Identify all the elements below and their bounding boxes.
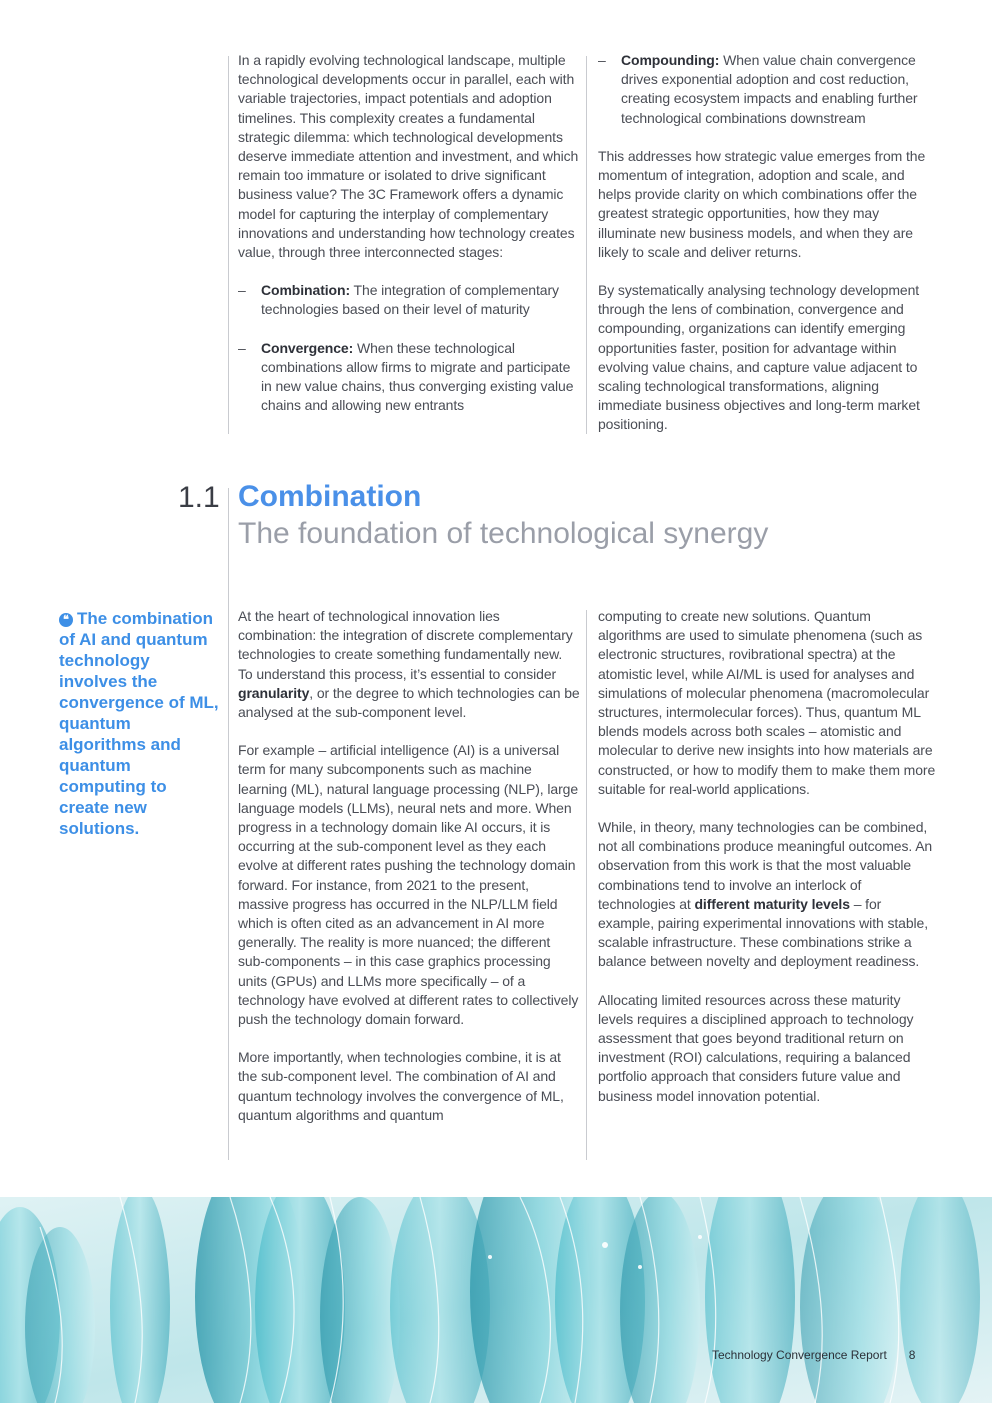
column-rule — [586, 610, 587, 1160]
body-column-left — [238, 607, 580, 1144]
body-paragraph: For example – artificial intelligence (AI) is a universal term for many subcomponents such as machine learning (ML), natural language processing (NLP), large language models (LLMs), neural nets and more. When progress in a technology domain like AI occurs, it is occurring at the sub-component level as they each evolve at different rates pushing the technology domain forward. For instance, from 2021 to the present, massive progress has occurred in the NLP/LLM field which is often cited as an advancement in AI more generally. The reality is more nuanced; the different sub-components – in this case graphics processing units (GPUs) and LLMs more specifically – of a technology have evolved at different rates to collectively push the technology domain forward. — [238, 742, 579, 1028]
text-run: At the heart of technological innovation lies combination: the integration of discrete complementary technologies to create something fundamentally new. To understand this process, it’s essential to consider — [238, 608, 573, 682]
emphasis-term: different maturity levels — [694, 895, 850, 912]
stage-item-convergence — [238, 339, 580, 416]
quote-icon: ❝ — [59, 613, 73, 627]
body-paragraph — [238, 607, 580, 722]
value-paragraph: This addresses how strategic value emerges from the momentum of integration, adoption and scale, and helps provide clarity on which combinations offer the greatest strategic opportunities, how they may illuminate new business models, and when they are likely to scale and deliver returns. — [598, 147, 926, 260]
section-subtitle: The foundation of technological synergy — [238, 517, 769, 550]
stage-term: Combination: — [261, 282, 351, 299]
heading-rule — [228, 488, 229, 1160]
page-number: 8 — [908, 1348, 916, 1362]
page-footer — [712, 1348, 915, 1362]
body-paragraph: computing to create new solutions. Quantum algorithms are used to simulate phenomena (such as electronic structures, rovibrational spectra) at the atomistic level, while AI/ML is used for analyses and simulations of molecular phenomena (macromolecular structures, intermolecular forces). Thus, quantum ML blends models across both scales – atomistic and molecular to derive new insights into how materials are constructed, or how to modify them to make them more suitable for real-world applications. — [598, 608, 936, 797]
text-run: – for example, pairing experimental innovations with stable, scalable infrastructure. These combinations strike a balance between novelty and deployment readiness. — [598, 895, 929, 970]
emphasis-term: granularity — [238, 684, 310, 701]
body-paragraph: Allocating limited resources across these maturity levels requires a disciplined approach to technology assessment that goes beyond traditional return on investment (ROI) calculations, requiring a balanced portfolio approach that considers future value and business model innovation potential. — [598, 991, 914, 1104]
text-run: While, in theory, many technologies can be combined, not all combinations produce meaningful outcomes. An observation from this work is that the most valuable combinations tend to involve an interlock of technologies at — [598, 819, 933, 912]
stage-term: Compounding: — [621, 52, 720, 68]
stage-text: When value chain convergence drives exponential adoption and cost reduction, creating ecosystem impacts and enabling further technological combinations downstream — [621, 52, 918, 126]
intro-column — [238, 51, 580, 434]
body-paragraph — [598, 818, 938, 972]
systematic-paragraph: By systematically analysing technology development through the lens of combination, convergence and compounding, organizations can identify emerging opportunities faster, position for advantage within evolving value chains, and capture value adjacent to scaling technological transformations, aligning immediate business objectives and long-term market positioning. — [598, 282, 920, 433]
text-run: , or the degree to which technologies can be analysed at the sub-component level. — [238, 684, 580, 721]
column-rule — [586, 56, 587, 434]
pull-quote-text: The combination of AI and quantum technology involves the convergence of ML, quantum algorithms and quantum computing to create new solutions. — [59, 609, 219, 838]
body-paragraph: More importantly, when technologies combine, it is at the sub-component level. The combination of AI and quantum technology involves the convergence of ML, quantum algorithms and quantum — [238, 1049, 564, 1123]
stage-text: The integration of complementary technologies based on their level of maturity — [261, 282, 559, 318]
section-number: 1.1 — [178, 481, 220, 514]
strategy-column — [598, 51, 936, 454]
pull-quote — [59, 608, 221, 839]
decorative-banner-image — [0, 1197, 992, 1403]
stage-term: Convergence: — [261, 339, 354, 356]
intro-paragraph: In a rapidly evolving technological landscape, multiple technological developments occur in parallel, each with variable trajectories, impact potentials and adoption timelines. This complexity creates a fundamental strategic dilemma: which technological developments deserve immediate attention and investment, and which remain too immature or isolated to drive significant business value? The 3C Framework offers a dynamic model for capturing the interplay of complementary innovations and understanding how technology creates value, through three interconnected stages: — [238, 52, 579, 261]
stage-item-compounding — [598, 51, 936, 128]
report-title: Technology Convergence Report — [712, 1348, 887, 1362]
section-title: Combination — [238, 480, 422, 513]
column-rule — [228, 56, 229, 434]
body-column-right — [598, 607, 938, 1125]
stage-text: When these technological combinations allow firms to migrate and participate in new value chains, thus converging existing value chains and allowing new entrants — [261, 339, 574, 414]
stage-item-combination — [238, 281, 580, 319]
